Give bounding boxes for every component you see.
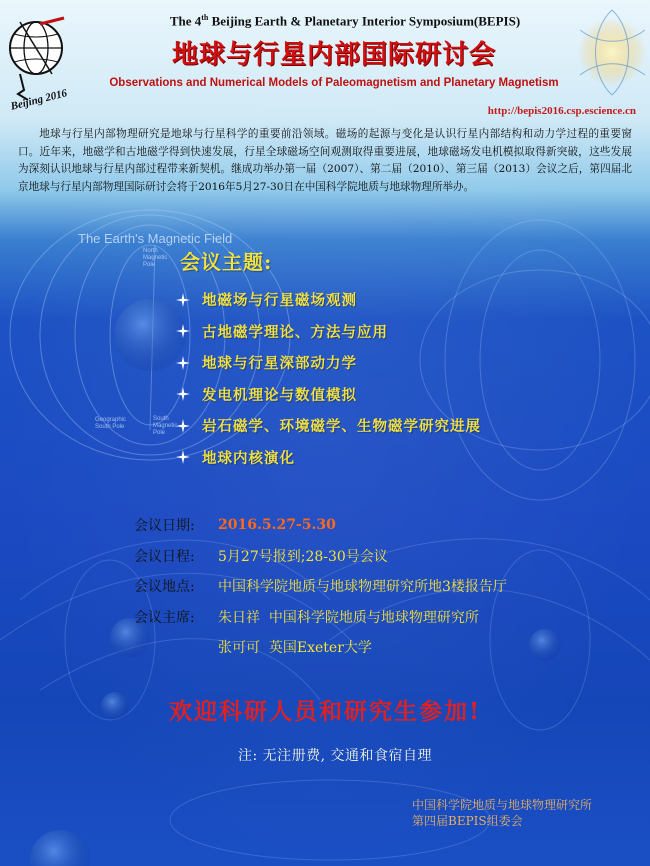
sparkle-icon: [178, 452, 188, 462]
date-row: [134, 510, 507, 541]
theme-item: [178, 347, 481, 379]
hosts-row-2: [134, 632, 507, 663]
organizers: [412, 797, 592, 829]
theme-text: 地球与行星深部动力学: [202, 355, 357, 373]
theme-item: [178, 284, 481, 316]
themes-list: [178, 284, 481, 473]
schedule-row: [134, 541, 507, 572]
theme-text: 岩石磁学、环境磁学、生物磁学研究进展: [202, 418, 481, 436]
date-label: 会议日期:: [134, 518, 195, 535]
sparkle-icon: [178, 326, 188, 336]
theme-item: [178, 316, 481, 348]
schedule-value: 5月27号报到;28-30号会议: [218, 548, 388, 565]
geographic-south-pole-label: Geographic South Pole: [95, 417, 127, 430]
host-1: 朱日祥 中国科学院地质与地球物理研究所: [218, 609, 479, 626]
sparkle-icon: [178, 421, 188, 431]
theme-item: [178, 442, 481, 474]
south-magnetic-pole-label: South Magnetic Pole: [153, 416, 178, 436]
venue-value: 中国科学院地质与地球物理研究所地3楼报告厅: [218, 579, 507, 596]
theme-item: [178, 410, 481, 442]
english-subtitle: Observations and Numerical Models of Paleomagnetism and Planetary Magnetism: [109, 77, 559, 89]
theme-text: 发电机理论与数值模拟: [202, 386, 357, 404]
north-magnetic-pole-label: North Magnetic Pole: [143, 248, 168, 268]
organizer-institute: 中国科学院地质与地球物理研究所: [412, 798, 593, 812]
intro-paragraph: 地球与行星内部物理研究是地球与行星科学的重要前沿领域。磁场的起源与变化是认识行星内部结构和动力学过程的重要窗口。近年来，地磁学和古地磁学得到快速发展，行星全球磁场空间观测取得重要进展，地球磁场发电机模拟取得新突破，这些发展为深刻认识地球与行星内部过程带来新契机。继成功举办第一届（2007）、第二届（2010）、第三届（2013）会议之后，第四届北京地球与行星内部物理国际研讨会将于2016年5月27-30日在中国科学院地质与地球物理所举办。: [18, 128, 632, 193]
symposium-title-pre: The 4: [169, 13, 202, 29]
host-2: 张可可 英国Exeter大学: [218, 640, 372, 657]
schedule-label: 会议日程:: [134, 548, 195, 565]
hosts-row: [134, 602, 507, 633]
figure-title: The Earth's Magnetic Field: [78, 231, 233, 246]
theme-item: [178, 379, 481, 411]
venue-row: [134, 571, 507, 602]
sparkle-icon: [178, 358, 188, 368]
venue-label: 会议地点:: [134, 579, 195, 596]
theme-text: 地磁场与行星磁场观测: [202, 292, 357, 310]
meeting-info: [134, 510, 507, 663]
sparkle-icon: [178, 389, 188, 399]
welcome-message: 欢迎科研人员和研究生参加!: [168, 698, 482, 725]
symposium-title-post: Beijing Earth & Planetary Interior Symposium(BEPIS): [208, 13, 521, 29]
themes-heading: 会议主题:: [180, 250, 273, 274]
hosts-label: 会议主席:: [134, 609, 195, 626]
theme-text: 地球内核演化: [202, 449, 295, 467]
theme-text: 古地磁学理论、方法与应用: [202, 323, 388, 341]
logo-year-text: Beijing 2016: [9, 87, 69, 113]
bepis-logo: [6, 10, 86, 113]
chinese-title: 地球与行星内部国际研讨会: [171, 40, 496, 70]
registration-note: 注: 无注册费, 交通和食宿自理: [237, 748, 433, 764]
organizer-committee: 第四届BEPIS组委会: [412, 814, 523, 828]
conference-url-link[interactable]: http://bepis2016.csp.escience.cn: [487, 105, 636, 117]
symposium-title: [110, 13, 580, 29]
symposium-title-sup: th: [201, 13, 209, 22]
sparkle-icon: [178, 295, 188, 305]
date-value: 2016.5.27-5.30: [218, 517, 336, 534]
